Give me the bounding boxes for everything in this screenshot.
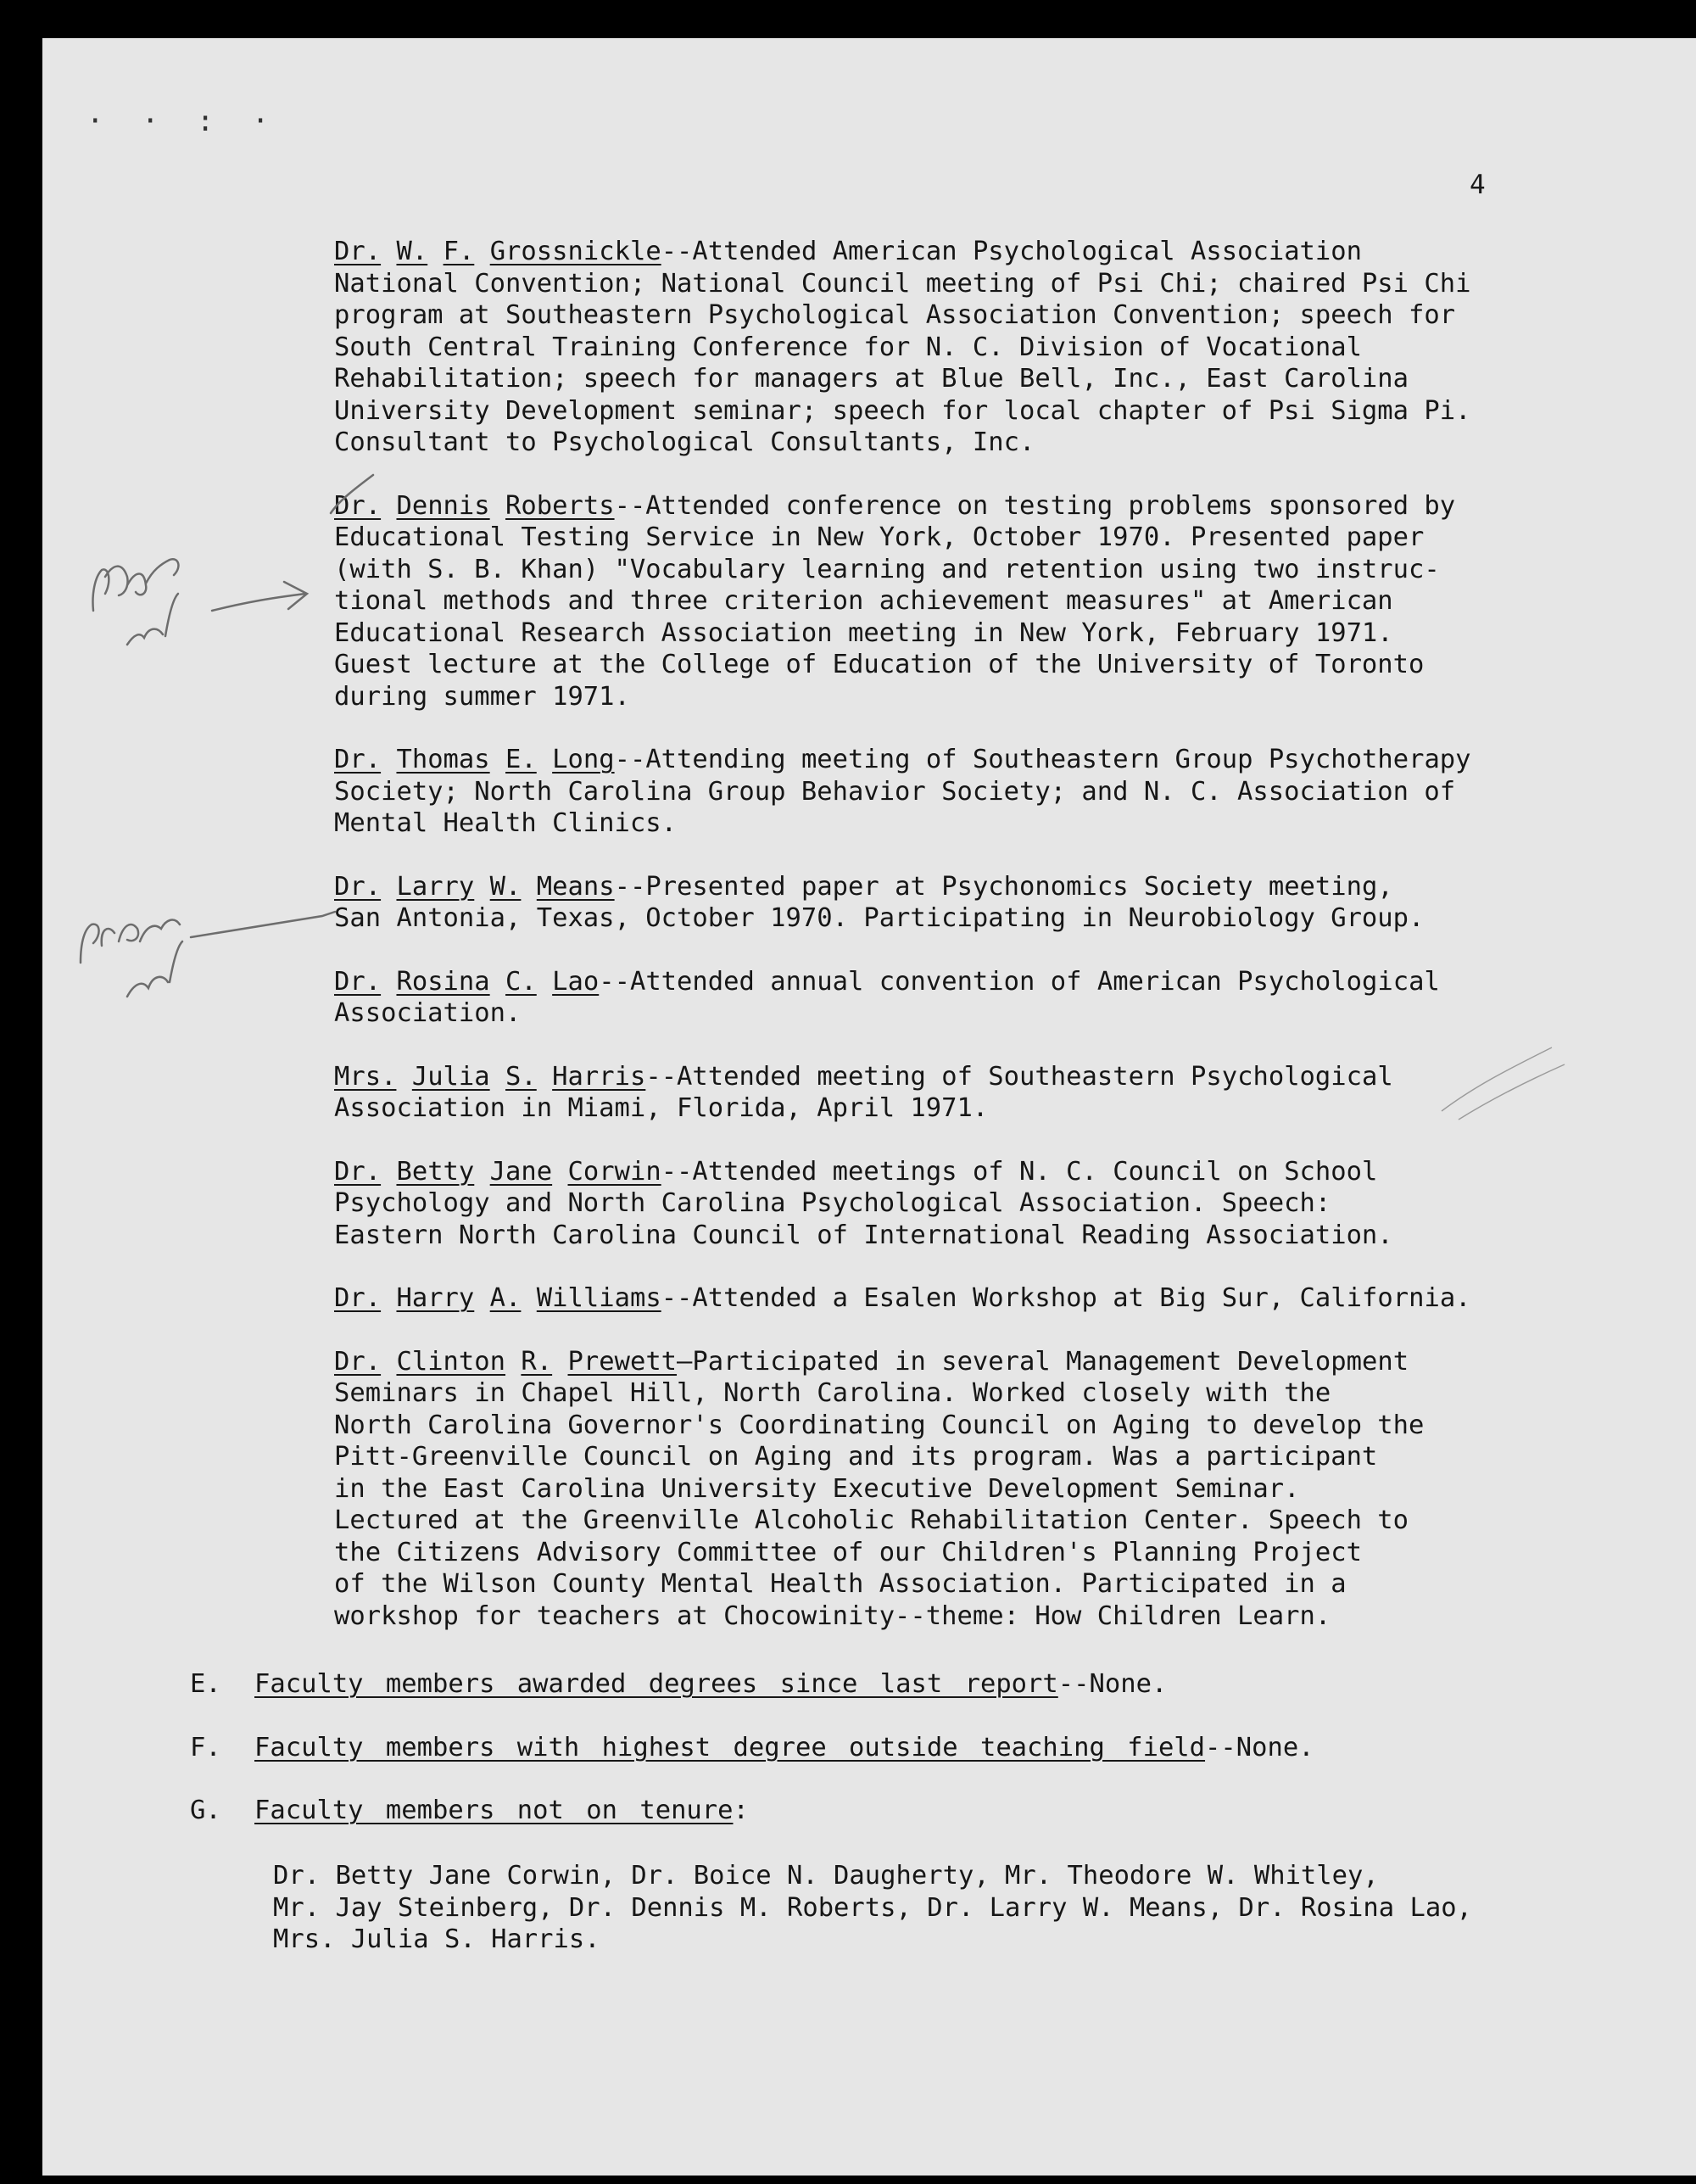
faculty-entry: [334, 1346, 1521, 1633]
entry-title: Dr.: [334, 1283, 382, 1313]
entry-name: Corwin: [567, 1156, 661, 1187]
entry-name: W.: [396, 237, 428, 266]
entry-name: Long: [552, 745, 615, 774]
entry-name: Harris: [552, 1061, 646, 1092]
report-sections: [190, 1668, 1547, 1858]
entry-name: Roberts: [505, 490, 615, 521]
faculty-entry: [334, 966, 1521, 1030]
faculty-entry: [334, 1282, 1521, 1315]
entry-name: Julia: [411, 1061, 490, 1092]
entry-name: W.: [489, 871, 522, 902]
entry-title: Dr.: [334, 871, 382, 902]
entry-name: Means: [536, 871, 615, 902]
entry-text: --Attended a Esalen Workshop at Big Sur, California.: [661, 1283, 1471, 1313]
entry-title: Dr.: [334, 1156, 382, 1187]
entry-name: Prewett: [567, 1346, 678, 1377]
entry-name: Harry: [396, 1283, 475, 1313]
entry-name: A.: [489, 1283, 522, 1313]
faculty-entry: [334, 1061, 1521, 1125]
entry-title: Dr.: [334, 1346, 382, 1377]
faculty-entry: [334, 1156, 1521, 1252]
entry-name: Dennis: [396, 490, 490, 521]
section-title: Faculty members with highest degree outside teaching field: [254, 1732, 1206, 1762]
entry-name: Grossnickle: [489, 237, 661, 266]
entry-text: --Attending meeting of Southeastern Group Psychotherapy Society; North Carolina Group Behavior Society; and N. C. Association of Mental Health Clinics.: [334, 745, 1471, 838]
corner-marks: · · : ·: [86, 104, 280, 138]
section-letter: F.: [190, 1732, 221, 1762]
entry-name: S.: [505, 1061, 537, 1092]
entry-text: --Attended annual convention of American Psychological Association.: [334, 966, 1440, 1028]
section-title: Faculty members not on tenure: [254, 1796, 734, 1825]
section-g: [190, 1795, 1547, 1827]
entry-name: Jane: [489, 1156, 553, 1187]
entry-name: Thomas: [396, 745, 490, 774]
faculty-entry: [334, 490, 1521, 713]
entry-name: C.: [505, 966, 537, 997]
faculty-entry: [334, 236, 1521, 459]
entry-name: Clinton: [396, 1346, 506, 1377]
faculty-activities-list: [334, 236, 1521, 1663]
section-suffix: --None.: [1205, 1732, 1314, 1762]
entry-name: F.: [443, 237, 475, 266]
section-suffix: :: [733, 1796, 749, 1825]
entry-name: Lao: [552, 966, 600, 997]
entry-text: --Attended conference on testing problems sponsored by Educational Testing Service in New York, October 1970. Presented paper (with S. B. Khan) "Vocabulary learning and retention using two instruc- tional methods and three criterion achievement measures" at American Educational Research Association meeting in New York, February 1971. Guest lecture at the College of Education of the University of Toronto during summer 1971.: [334, 490, 1456, 712]
section-f: [190, 1732, 1547, 1764]
entry-text: --Attended meeting of Southeastern Psychological Association in Miami, Florida, April 1971.: [334, 1061, 1393, 1123]
entry-title: Dr.: [334, 745, 382, 774]
faculty-entry: [334, 871, 1521, 935]
entry-name: Rosina: [396, 966, 490, 997]
section-suffix: --None.: [1057, 1669, 1168, 1699]
section-letter: G.: [190, 1796, 221, 1825]
faculty-entry: [334, 744, 1521, 840]
entry-title: Dr.: [334, 966, 382, 997]
entry-name: Betty: [396, 1156, 475, 1187]
section-letter: E.: [190, 1669, 221, 1699]
entry-name: R.: [521, 1346, 553, 1377]
entry-title: Dr.: [334, 490, 382, 521]
section-e: [190, 1668, 1547, 1701]
non-tenure-faculty-list: Dr. Betty Jane Corwin, Dr. Boice N. Daugherty, Mr. Theodore W. Whitley, Mr. Jay Steinberg, Dr. Dennis M. Roberts, Dr. Larry W. Means, Dr. Rosina Lao, Mrs. Julia S. Harris.: [273, 1861, 1472, 1954]
entry-text: --Attended meetings of N. C. Council on School Psychology and North Carolina Psychological Association. Speech: Eastern North Carolina Council of International Reading Association.: [334, 1156, 1393, 1250]
entry-name: E.: [505, 745, 537, 774]
entry-name: Larry: [396, 871, 475, 902]
entry-name: Williams: [536, 1283, 661, 1313]
entry-text: --Presented paper at Psychonomics Society meeting, San Antonia, Texas, October 1970. Participating in Neurobiology Group.: [334, 871, 1425, 933]
page-number: 4: [1470, 170, 1486, 200]
entry-text: --Attended American Psychological Association National Convention; National Council meeting of Psi Chi; chaired Psi Chi program at Southeastern Psychological Association Convention; speech for South Central Training Conference for N. C. Division of Vocational Rehabilitation; speech for managers at Blue Bell, Inc., East Carolina University Development seminar; speech for local chapter of Psi Sigma Pi. Consultant to Psychological Consultants, Inc.: [334, 237, 1471, 457]
entry-text: —Participated in several Management Development Seminars in Chapel Hill, North Carolina. Worked closely with the North Carolina Governor's Coordinating Council on Aging to develop the Pitt-Greenville Council on Aging and its program. Was a participant in the East Carolina University Executive Development Seminar. Lectured at the Greenville Alcoholic Rehabilitation Center. Speech to the Citizens Advisory Committee of our Children's Planning Project of the Wilson County Mental Health Association. Participated in a workshop for teachers at Chocowinity--theme: How Children Learn.: [334, 1346, 1425, 1631]
section-title: Faculty members awarded degrees since last report: [254, 1669, 1058, 1699]
entry-title: Dr.: [334, 237, 382, 266]
entry-title: Mrs.: [334, 1061, 397, 1092]
